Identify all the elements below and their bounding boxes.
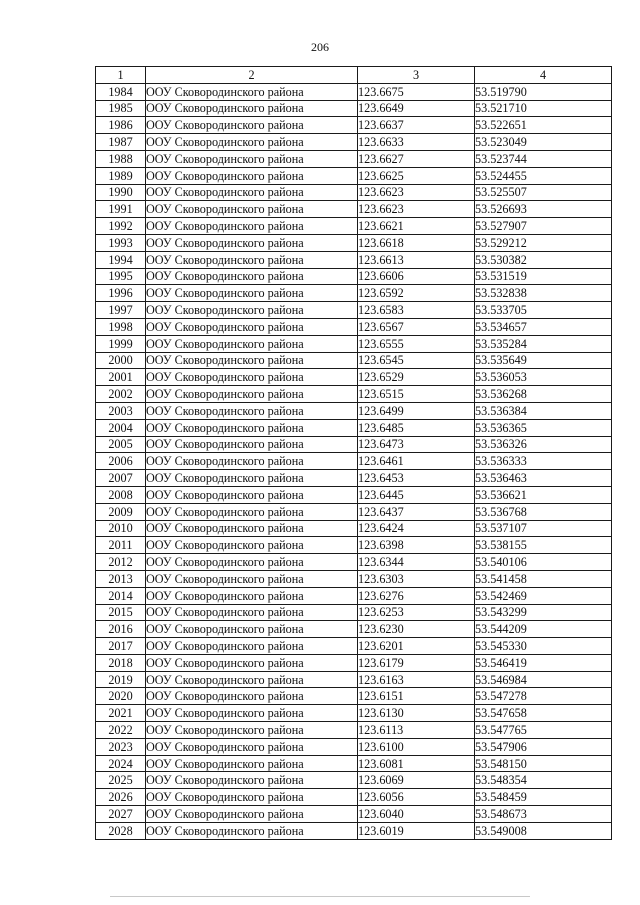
cell-number: 2002	[96, 386, 146, 403]
cell-latitude: 53.536621	[475, 486, 612, 503]
cell-longitude: 123.6019	[358, 822, 475, 839]
cell-name: ООУ Сковородинского района	[146, 654, 358, 671]
cell-latitude: 53.536268	[475, 386, 612, 403]
cell-name: ООУ Сковородинского района	[146, 587, 358, 604]
cell-latitude: 53.524455	[475, 167, 612, 184]
table-row	[96, 738, 612, 755]
cell-name: ООУ Сковородинского района	[146, 402, 358, 419]
cell-latitude: 53.540106	[475, 554, 612, 571]
cell-name: ООУ Сковородинского района	[146, 285, 358, 302]
cell-number: 2023	[96, 738, 146, 755]
cell-latitude: 53.526693	[475, 201, 612, 218]
cell-latitude: 53.530382	[475, 251, 612, 268]
cell-number: 1999	[96, 335, 146, 352]
table-row	[96, 150, 612, 167]
cell-longitude: 123.6081	[358, 755, 475, 772]
table-row	[96, 201, 612, 218]
cell-longitude: 123.6545	[358, 352, 475, 369]
cell-longitude: 123.6567	[358, 318, 475, 335]
cell-number: 1990	[96, 184, 146, 201]
cell-latitude: 53.519790	[475, 83, 612, 100]
cell-latitude: 53.536053	[475, 369, 612, 386]
table-row	[96, 335, 612, 352]
cell-number: 2021	[96, 705, 146, 722]
cell-longitude: 123.6445	[358, 486, 475, 503]
table-row	[96, 83, 612, 100]
cell-name: ООУ Сковородинского района	[146, 470, 358, 487]
table-row	[96, 570, 612, 587]
cell-latitude: 53.523049	[475, 134, 612, 151]
cell-name: ООУ Сковородинского района	[146, 705, 358, 722]
cell-number: 2009	[96, 503, 146, 520]
cell-longitude: 123.6424	[358, 520, 475, 537]
cell-longitude: 123.6303	[358, 570, 475, 587]
cell-name: ООУ Сковородинского района	[146, 486, 358, 503]
cell-longitude: 123.6637	[358, 117, 475, 134]
cell-name: ООУ Сковородинского района	[146, 570, 358, 587]
column-header-number: 1	[96, 67, 146, 84]
column-header-latitude: 4	[475, 67, 612, 84]
table-row	[96, 453, 612, 470]
page-number: 206	[311, 40, 329, 54]
cell-latitude: 53.536463	[475, 470, 612, 487]
cell-latitude: 53.535649	[475, 352, 612, 369]
cell-name: ООУ Сковородинского района	[146, 671, 358, 688]
cell-number: 2027	[96, 806, 146, 823]
cell-longitude: 123.6398	[358, 537, 475, 554]
table-row	[96, 117, 612, 134]
cell-latitude: 53.545330	[475, 638, 612, 655]
cell-longitude: 123.6623	[358, 184, 475, 201]
table-header-row	[96, 67, 612, 84]
cell-longitude: 123.6633	[358, 134, 475, 151]
cell-latitude: 53.542469	[475, 587, 612, 604]
cell-longitude: 123.6625	[358, 167, 475, 184]
cell-number: 1991	[96, 201, 146, 218]
cell-longitude: 123.6100	[358, 738, 475, 755]
cell-name: ООУ Сковородинского района	[146, 386, 358, 403]
table-row	[96, 722, 612, 739]
cell-number: 2020	[96, 688, 146, 705]
cell-number: 1986	[96, 117, 146, 134]
cell-name: ООУ Сковородинского района	[146, 234, 358, 251]
cell-longitude: 123.6069	[358, 772, 475, 789]
table-row	[96, 537, 612, 554]
cell-number: 2019	[96, 671, 146, 688]
table-row	[96, 184, 612, 201]
table-row	[96, 755, 612, 772]
cell-longitude: 123.6253	[358, 604, 475, 621]
cell-longitude: 123.6056	[358, 789, 475, 806]
table-row	[96, 167, 612, 184]
cell-latitude: 53.536365	[475, 419, 612, 436]
table-row	[96, 486, 612, 503]
cell-name: ООУ Сковородинского района	[146, 201, 358, 218]
cell-latitude: 53.544209	[475, 621, 612, 638]
table-row	[96, 604, 612, 621]
bottom-divider	[110, 896, 530, 897]
cell-latitude: 53.548354	[475, 772, 612, 789]
cell-latitude: 53.533705	[475, 302, 612, 319]
cell-number: 2011	[96, 537, 146, 554]
cell-latitude: 53.536326	[475, 436, 612, 453]
cell-longitude: 123.6515	[358, 386, 475, 403]
table-row	[96, 251, 612, 268]
cell-longitude: 123.6163	[358, 671, 475, 688]
table-row	[96, 419, 612, 436]
cell-latitude: 53.549008	[475, 822, 612, 839]
table-row	[96, 688, 612, 705]
cell-latitude: 53.536384	[475, 402, 612, 419]
table-row	[96, 705, 612, 722]
cell-longitude: 123.6113	[358, 722, 475, 739]
cell-name: ООУ Сковородинского района	[146, 117, 358, 134]
cell-longitude: 123.6675	[358, 83, 475, 100]
cell-latitude: 53.521710	[475, 100, 612, 117]
cell-latitude: 53.534657	[475, 318, 612, 335]
cell-number: 2028	[96, 822, 146, 839]
cell-name: ООУ Сковородинского района	[146, 100, 358, 117]
cell-name: ООУ Сковородинского района	[146, 251, 358, 268]
cell-longitude: 123.6344	[358, 554, 475, 571]
cell-number: 2015	[96, 604, 146, 621]
cell-number: 2003	[96, 402, 146, 419]
cell-name: ООУ Сковородинского района	[146, 520, 358, 537]
cell-longitude: 123.6453	[358, 470, 475, 487]
cell-latitude: 53.546419	[475, 654, 612, 671]
cell-number: 2001	[96, 369, 146, 386]
cell-number: 2025	[96, 772, 146, 789]
cell-name: ООУ Сковородинского района	[146, 621, 358, 638]
cell-number: 2018	[96, 654, 146, 671]
cell-number: 1987	[96, 134, 146, 151]
cell-latitude: 53.535284	[475, 335, 612, 352]
cell-number: 1998	[96, 318, 146, 335]
cell-longitude: 123.6461	[358, 453, 475, 470]
table-row	[96, 671, 612, 688]
cell-name: ООУ Сковородинского района	[146, 453, 358, 470]
cell-latitude: 53.547278	[475, 688, 612, 705]
table-row	[96, 806, 612, 823]
table-row	[96, 520, 612, 537]
cell-name: ООУ Сковородинского района	[146, 738, 358, 755]
cell-longitude: 123.6179	[358, 654, 475, 671]
cell-number: 2012	[96, 554, 146, 571]
cell-number: 1988	[96, 150, 146, 167]
table-row	[96, 789, 612, 806]
table-row	[96, 285, 612, 302]
cell-name: ООУ Сковородинского района	[146, 503, 358, 520]
cell-latitude: 53.541458	[475, 570, 612, 587]
cell-longitude: 123.6621	[358, 218, 475, 235]
cell-name: ООУ Сковородинского района	[146, 638, 358, 655]
cell-number: 2008	[96, 486, 146, 503]
cell-number: 2000	[96, 352, 146, 369]
column-header-name: 2	[146, 67, 358, 84]
cell-name: ООУ Сковородинского района	[146, 369, 358, 386]
cell-longitude: 123.6592	[358, 285, 475, 302]
cell-longitude: 123.6649	[358, 100, 475, 117]
cell-name: ООУ Сковородинского района	[146, 822, 358, 839]
table-row	[96, 654, 612, 671]
table-row	[96, 436, 612, 453]
table-row	[96, 503, 612, 520]
cell-number: 2017	[96, 638, 146, 655]
table-body	[96, 83, 612, 839]
table-row	[96, 772, 612, 789]
cell-number: 1989	[96, 167, 146, 184]
cell-latitude: 53.547658	[475, 705, 612, 722]
cell-name: ООУ Сковородинского района	[146, 335, 358, 352]
table-row	[96, 234, 612, 251]
cell-number: 1994	[96, 251, 146, 268]
cell-name: ООУ Сковородинского района	[146, 268, 358, 285]
cell-number: 2006	[96, 453, 146, 470]
table-row	[96, 386, 612, 403]
table-row	[96, 100, 612, 117]
table-row	[96, 318, 612, 335]
cell-number: 2024	[96, 755, 146, 772]
cell-longitude: 123.6230	[358, 621, 475, 638]
cell-latitude: 53.522651	[475, 117, 612, 134]
cell-longitude: 123.6151	[358, 688, 475, 705]
cell-longitude: 123.6499	[358, 402, 475, 419]
cell-longitude: 123.6201	[358, 638, 475, 655]
cell-longitude: 123.6627	[358, 150, 475, 167]
table-row	[96, 369, 612, 386]
cell-name: ООУ Сковородинского района	[146, 167, 358, 184]
table-row	[96, 268, 612, 285]
cell-longitude: 123.6623	[358, 201, 475, 218]
cell-number: 1984	[96, 83, 146, 100]
cell-longitude: 123.6618	[358, 234, 475, 251]
cell-latitude: 53.547765	[475, 722, 612, 739]
cell-latitude: 53.537107	[475, 520, 612, 537]
cell-name: ООУ Сковородинского района	[146, 806, 358, 823]
cell-name: ООУ Сковородинского района	[146, 537, 358, 554]
cell-latitude: 53.536333	[475, 453, 612, 470]
cell-latitude: 53.548150	[475, 755, 612, 772]
cell-latitude: 53.525507	[475, 184, 612, 201]
cell-name: ООУ Сковородинского района	[146, 83, 358, 100]
table-row	[96, 134, 612, 151]
cell-number: 1997	[96, 302, 146, 319]
cell-number: 2005	[96, 436, 146, 453]
coordinates-table	[95, 66, 612, 840]
cell-name: ООУ Сковородинского района	[146, 218, 358, 235]
cell-latitude: 53.546984	[475, 671, 612, 688]
cell-number: 1992	[96, 218, 146, 235]
cell-name: ООУ Сковородинского района	[146, 150, 358, 167]
cell-name: ООУ Сковородинского района	[146, 419, 358, 436]
cell-longitude: 123.6529	[358, 369, 475, 386]
cell-longitude: 123.6606	[358, 268, 475, 285]
cell-latitude: 53.527907	[475, 218, 612, 235]
cell-name: ООУ Сковородинского района	[146, 722, 358, 739]
cell-longitude: 123.6437	[358, 503, 475, 520]
cell-name: ООУ Сковородинского района	[146, 134, 358, 151]
cell-name: ООУ Сковородинского района	[146, 318, 358, 335]
cell-longitude: 123.6473	[358, 436, 475, 453]
cell-longitude: 123.6276	[358, 587, 475, 604]
cell-latitude: 53.538155	[475, 537, 612, 554]
cell-name: ООУ Сковородинского района	[146, 604, 358, 621]
table-row	[96, 470, 612, 487]
cell-longitude: 123.6613	[358, 251, 475, 268]
cell-longitude: 123.6583	[358, 302, 475, 319]
table-row	[96, 352, 612, 369]
cell-number: 1993	[96, 234, 146, 251]
table-row	[96, 218, 612, 235]
cell-number: 2013	[96, 570, 146, 587]
cell-name: ООУ Сковородинского района	[146, 688, 358, 705]
cell-number: 2026	[96, 789, 146, 806]
cell-number: 1996	[96, 285, 146, 302]
cell-name: ООУ Сковородинского района	[146, 302, 358, 319]
table-row	[96, 587, 612, 604]
cell-latitude: 53.543299	[475, 604, 612, 621]
cell-name: ООУ Сковородинского района	[146, 184, 358, 201]
cell-latitude: 53.529212	[475, 234, 612, 251]
table-row	[96, 302, 612, 319]
table-row	[96, 822, 612, 839]
cell-name: ООУ Сковородинского района	[146, 755, 358, 772]
cell-number: 1995	[96, 268, 146, 285]
cell-longitude: 123.6485	[358, 419, 475, 436]
cell-name: ООУ Сковородинского района	[146, 554, 358, 571]
cell-number: 2016	[96, 621, 146, 638]
cell-number: 2022	[96, 722, 146, 739]
cell-latitude: 53.548459	[475, 789, 612, 806]
cell-number: 1985	[96, 100, 146, 117]
cell-number: 2010	[96, 520, 146, 537]
cell-latitude: 53.536768	[475, 503, 612, 520]
cell-latitude: 53.548673	[475, 806, 612, 823]
cell-latitude: 53.531519	[475, 268, 612, 285]
cell-number: 2007	[96, 470, 146, 487]
cell-longitude: 123.6130	[358, 705, 475, 722]
cell-name: ООУ Сковородинского района	[146, 772, 358, 789]
cell-number: 2004	[96, 419, 146, 436]
table-row	[96, 621, 612, 638]
cell-number: 2014	[96, 587, 146, 604]
cell-latitude: 53.523744	[475, 150, 612, 167]
cell-name: ООУ Сковородинского района	[146, 436, 358, 453]
table-row	[96, 402, 612, 419]
cell-name: ООУ Сковородинского района	[146, 352, 358, 369]
cell-name: ООУ Сковородинского района	[146, 789, 358, 806]
cell-longitude: 123.6555	[358, 335, 475, 352]
cell-longitude: 123.6040	[358, 806, 475, 823]
cell-latitude: 53.532838	[475, 285, 612, 302]
table-row	[96, 638, 612, 655]
cell-latitude: 53.547906	[475, 738, 612, 755]
column-header-longitude: 3	[358, 67, 475, 84]
table-row	[96, 554, 612, 571]
